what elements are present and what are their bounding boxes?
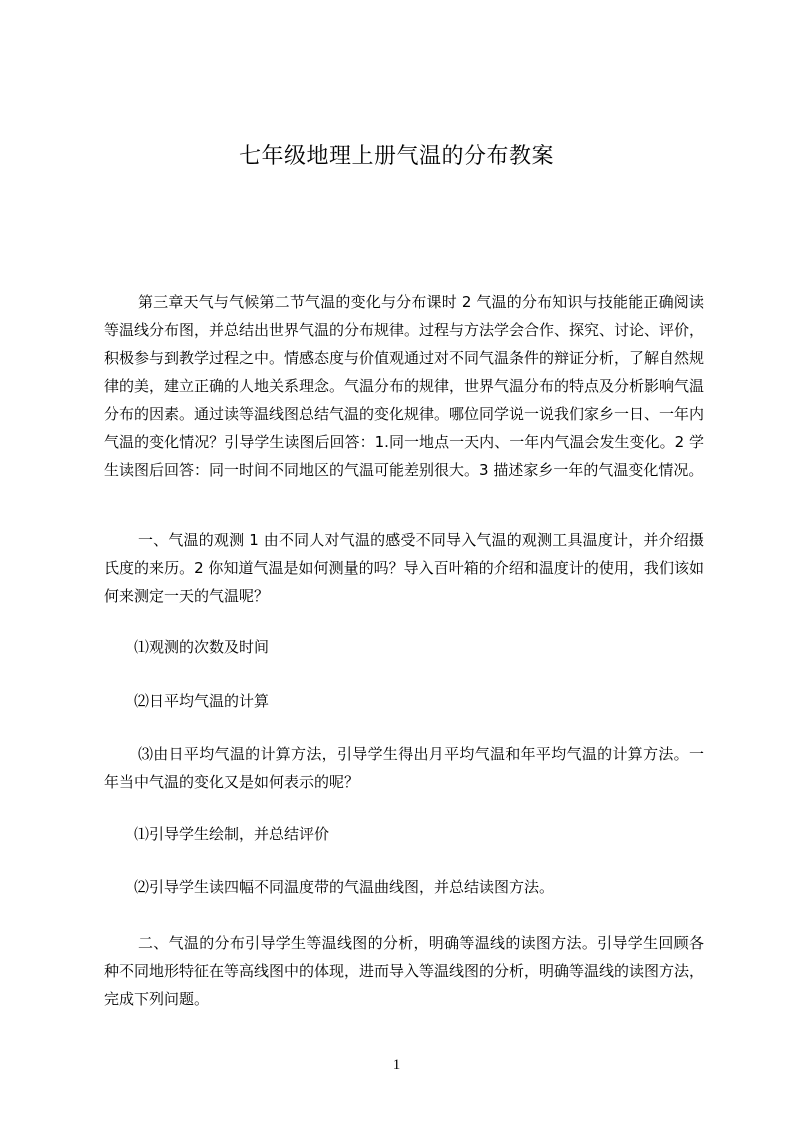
list-item-student-drawing: ⑴引导学生绘制，并总结评价 [134, 825, 330, 843]
list-item-observation-times: ⑴观测的次数及时间 [134, 638, 270, 656]
document-title: 七年级地理上册气温的分布教案 [238, 144, 554, 169]
list-item-monthly-yearly-average: ⑶由日平均气温的计算方法，引导学生得出月平均气温和年平均气温的计算方法。一年当中气温的变化又是如何表示的呢？ [104, 745, 704, 791]
section-one-paragraph: 一、气温的观测 1 由不同人对气温的感受不同导入气温的观测工具温度计，并介绍摄氏度的来历。2 你知道气温是如何测量的吗？导入百叶箱的介绍和温度计的使用，我们该如何来测定一天的气温呢？ [104, 531, 704, 605]
page-number: 1 [392, 1057, 401, 1073]
list-item-read-curves: ⑵引导学生读四幅不同温度带的气温曲线图，并总结读图方法。 [134, 878, 555, 896]
section-two-paragraph: 二、气温的分布引导学生等温线图的分析，明确等温线的读图方法。引导学生回顾各种不同地形特征在等高线图中的体现，进而导入等温线图的分析，明确等温线的读图方法，完成下列问题。 [104, 934, 705, 1008]
intro-paragraph: 第三章天气与气候第二节气温的变化与分布课时 2 气温的分布知识与技能能正确阅读等温线分布图，并总结出世界气温的分布规律。过程与方法学会合作、探究、讨论、评价，积极参与到教学过程之中。情感态度与价值观通过对不同气温条件的辩证分析，了解自然规律的美，建立正确的人地关系理念。气温分布的规律，世界气温分布的特点及分析影响气温分布的因素。通过读等温线图总结气温的变化规律。哪位同学说一说我们家乡一日、一年内气温的变化情况？引导学生读图后回答：1.同一地点一天内、一年内气温会发生变化。2 学生读图后回答：同一时间不同地区的气温可能差别很大。3 描述家乡一年的气温变化情况。 [104, 293, 705, 479]
list-item-daily-average: ⑵日平均气温的计算 [134, 692, 270, 710]
